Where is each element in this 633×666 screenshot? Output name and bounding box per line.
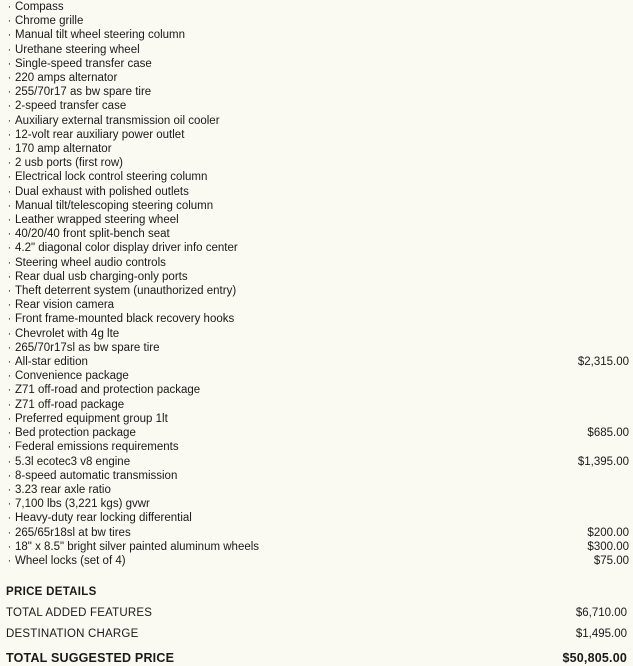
list-item	[4, 213, 629, 227]
feature-label: Leather wrapped steering wheel	[15, 214, 179, 227]
list-item	[4, 312, 629, 326]
bullet-icon: ·	[7, 341, 12, 354]
feature-label: 40/20/40 front split-bench seat	[15, 228, 170, 241]
bullet-icon: ·	[7, 100, 12, 113]
bullet-icon: ·	[7, 157, 12, 170]
bullet-icon: ·	[7, 313, 12, 326]
bullet-icon: ·	[7, 128, 12, 141]
feature-label: Federal emissions requirements	[15, 441, 179, 454]
list-item	[4, 284, 629, 298]
bullet-icon: ·	[7, 526, 12, 539]
total-suggested-price-row	[4, 649, 629, 665]
list-item	[4, 469, 629, 483]
list-item	[4, 43, 629, 57]
list-item	[4, 57, 629, 71]
list-item	[4, 270, 629, 284]
list-item	[4, 142, 629, 156]
feature-price: $685.00	[587, 427, 629, 440]
list-item	[4, 241, 629, 255]
feature-label: 4.2" diagonal color display driver info center	[15, 242, 238, 255]
list-item	[4, 128, 629, 142]
feature-price: $2,315.00	[577, 356, 629, 369]
feature-label: Single-speed transfer case	[15, 57, 152, 70]
feature-label: 265/65r18sl at bw tires	[15, 526, 131, 539]
feature-label: 12-volt rear auxiliary power outlet	[15, 128, 185, 141]
list-item	[4, 398, 629, 412]
bullet-icon: ·	[7, 356, 12, 369]
list-item	[4, 341, 629, 355]
feature-label: Bed protection package	[15, 427, 136, 440]
bullet-icon: ·	[7, 256, 12, 269]
bullet-icon: ·	[7, 540, 12, 553]
list-item	[4, 298, 629, 312]
feature-label: 5.3l ecotec3 v8 engine	[15, 455, 131, 468]
list-item	[4, 227, 629, 241]
price-details-title: PRICE DETAILS	[6, 586, 97, 599]
bullet-icon: ·	[7, 384, 12, 397]
feature-label: Rear dual usb charging-only ports	[15, 270, 188, 283]
bullet-icon: ·	[7, 199, 12, 212]
total-added-features-label: TOTAL ADDED FEATURES	[6, 607, 153, 620]
list-item	[4, 426, 629, 440]
feature-label: 2 usb ports (first row)	[15, 157, 123, 170]
list-item	[4, 0, 629, 14]
feature-label: Chrome grille	[15, 15, 84, 28]
feature-price: $1,395.00	[577, 455, 629, 468]
bullet-icon: ·	[7, 29, 12, 42]
bullet-icon: ·	[7, 512, 12, 525]
list-item	[4, 483, 629, 497]
feature-label: 3.23 rear axle ratio	[15, 483, 111, 496]
list-item	[4, 114, 629, 128]
feature-label: 7,100 lbs (3,221 kgs) gvwr	[15, 498, 150, 511]
feature-label: 220 amps alternator	[15, 72, 118, 85]
total-added-features-value: $6,710.00	[575, 607, 627, 620]
feature-label: Front frame-mounted black recovery hooks	[15, 313, 235, 326]
feature-label: 170 amp alternator	[15, 143, 112, 156]
list-item	[4, 455, 629, 469]
bullet-icon: ·	[7, 57, 12, 70]
list-item	[4, 327, 629, 341]
list-item	[4, 497, 629, 511]
bullet-icon: ·	[7, 86, 12, 99]
bullet-icon: ·	[7, 441, 12, 454]
bullet-icon: ·	[7, 412, 12, 425]
bullet-icon: ·	[7, 214, 12, 227]
bullet-icon: ·	[7, 327, 12, 340]
list-item	[4, 185, 629, 199]
price-details-section	[4, 586, 629, 665]
feature-label: Steering wheel audio controls	[15, 256, 166, 269]
list-item	[4, 256, 629, 270]
bullet-icon: ·	[7, 370, 12, 383]
bullet-icon: ·	[7, 43, 12, 56]
feature-label: 8-speed automatic transmission	[15, 469, 178, 482]
feature-label: Theft deterrent system (unauthorized entry)	[15, 285, 237, 298]
bullet-icon: ·	[7, 285, 12, 298]
bullet-icon: ·	[7, 171, 12, 184]
feature-label: Electrical lock control steering column	[15, 171, 208, 184]
feature-label: 265/70r17sl as bw spare tire	[15, 341, 160, 354]
total-suggested-price-label: TOTAL SUGGESTED PRICE	[6, 651, 175, 666]
total-suggested-price-value: $50,805.00	[562, 651, 627, 666]
list-item	[4, 170, 629, 184]
feature-label: All-star edition	[15, 356, 88, 369]
bullet-icon: ·	[7, 114, 12, 127]
destination-charge-value: $1,495.00	[575, 628, 627, 641]
feature-label: Heavy-duty rear locking differential	[15, 512, 192, 525]
bullet-icon: ·	[7, 469, 12, 482]
bullet-icon: ·	[7, 498, 12, 511]
list-item	[4, 511, 629, 525]
feature-label: Z71 off-road and protection package	[15, 384, 201, 397]
feature-list	[4, 0, 629, 568]
list-item	[4, 540, 629, 554]
bullet-icon: ·	[7, 554, 12, 567]
bullet-icon: ·	[7, 15, 12, 28]
bullet-icon: ·	[7, 1, 12, 13]
list-item	[4, 369, 629, 383]
list-item	[4, 440, 629, 454]
feature-label: 255/70r17 as bw spare tire	[15, 86, 152, 99]
list-item	[4, 85, 629, 99]
feature-label: Convenience package	[15, 370, 129, 383]
feature-label: Wheel locks (set of 4)	[15, 554, 126, 567]
feature-label: Urethane steering wheel	[15, 43, 140, 56]
list-item	[4, 156, 629, 170]
feature-price: $300.00	[587, 540, 629, 553]
feature-label: 18" x 8.5" bright silver painted aluminum wheels	[15, 540, 260, 553]
list-item	[4, 199, 629, 213]
bullet-icon: ·	[7, 143, 12, 156]
list-item	[4, 14, 629, 28]
feature-label: Compass	[15, 1, 64, 13]
list-item	[4, 526, 629, 540]
feature-label: Z71 off-road package	[15, 398, 125, 411]
destination-charge-row	[4, 628, 629, 640]
bullet-icon: ·	[7, 72, 12, 85]
bullet-icon: ·	[7, 483, 12, 496]
feature-label: Rear vision camera	[15, 299, 115, 312]
list-item	[4, 554, 629, 568]
list-item	[4, 383, 629, 397]
feature-label: 2-speed transfer case	[15, 100, 127, 113]
feature-price: $200.00	[587, 526, 629, 539]
feature-label: Dual exhaust with polished outlets	[15, 185, 189, 198]
feature-price: $75.00	[593, 554, 629, 567]
list-item	[4, 28, 629, 42]
feature-label: Preferred equipment group 1lt	[15, 412, 168, 425]
bullet-icon: ·	[7, 427, 12, 440]
feature-label: Auxiliary external transmission oil cooler	[15, 114, 220, 127]
bullet-icon: ·	[7, 398, 12, 411]
destination-charge-label: DESTINATION CHARGE	[6, 628, 139, 641]
feature-label: Manual tilt/telescoping steering column	[15, 199, 214, 212]
feature-label: Manual tilt wheel steering column	[15, 29, 186, 42]
list-item	[4, 412, 629, 426]
bullet-icon: ·	[7, 242, 12, 255]
bullet-icon: ·	[7, 455, 12, 468]
total-added-features-row	[4, 607, 629, 619]
list-item	[4, 99, 629, 113]
feature-label: Chevrolet with 4g lte	[15, 327, 120, 340]
bullet-icon: ·	[7, 185, 12, 198]
list-item	[4, 71, 629, 85]
bullet-icon: ·	[7, 299, 12, 312]
bullet-icon: ·	[7, 228, 12, 241]
bullet-icon: ·	[7, 270, 12, 283]
list-item	[4, 355, 629, 369]
